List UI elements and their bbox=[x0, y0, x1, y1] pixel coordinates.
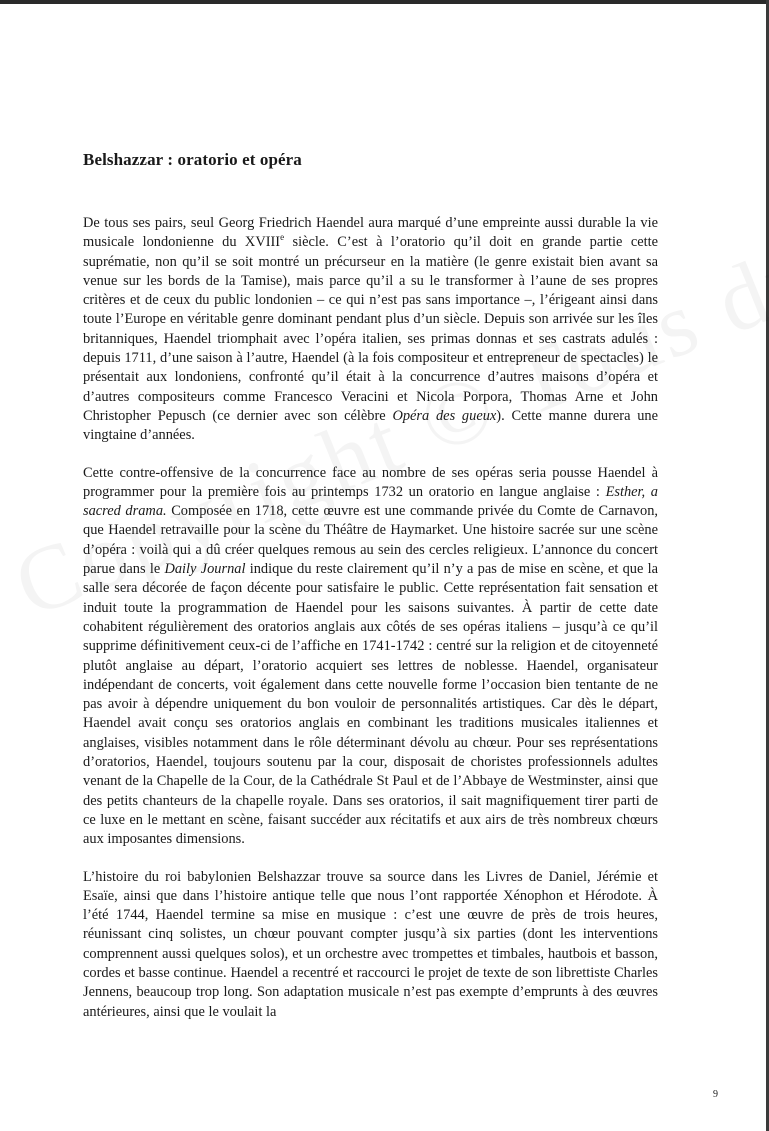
page-content bbox=[83, 150, 658, 1040]
section-title: Belshazzar : oratorio et opéra bbox=[83, 150, 302, 169]
p2-text-3: indique du reste clairement qu’il n’y a pas de mise en scène, et que la salle sera décorée de façon décente pour satisfaire le public. Cette représentation fait sensation et induit toute la programmation de Haendel pour les saisons suivantes. À partir de cette date cohabitent régulièrement des oratorios anglais aux côtés de ses opéras italiens – jusqu’à ce qu’il supprime définitivement ceux-ci de l’affiche en 1741-1742 : centré sur la religion et de citoyenneté plutôt anglaise au départ, l’oratorio acquiert ses lettres de noblesse. Haendel, organisateur indépendant de concerts, voit également dans cette nouvelle forme l’occasion bien tentante de ne pas avoir à dépendre uniquement du bon vouloir de personnalités artistiques. Car dès le départ, Haendel avait conçu ses oratorios anglais en combinant les traditions musicales italiennes et anglaises, visibles notamment dans le rôle déterminant dévolu au chœur. Pour ses représentations d’oratorios, Haendel, toujours soutenu par la cour, disposait de choristes professionnels adultes venant de la Chapelle de la Cour, de la Cathédrale St Paul et de l’Abbaye de Westminster, ainsi que des petits chanteurs de la chapelle royale. Dans ses oratorios, il sait magnifiquement tirer parti de ce luxe en le mettant en scène, faisant succéder aux récitatifs et aux airs de très nombreux chœurs aux imposantes dimensions. bbox=[83, 561, 659, 848]
p2-italic-journal: Daily Journal bbox=[164, 561, 246, 578]
paragraph-1 bbox=[83, 214, 658, 446]
p1-text-1: De tous ses pairs, seul Georg Friedrich Haendel aura marqué d’une empreinte aussi durable la vie musicale londonienne du XVIII bbox=[83, 215, 658, 251]
p2-italic-title: Esther, a sacred drama. bbox=[83, 483, 658, 520]
scan-top-edge bbox=[0, 0, 769, 4]
p1-text-2: siècle. C’est à l’oratorio qu’il doit en grande partie cette suprématie, non qu’il se soit montré un précurseur en la matière (le genre existait bien avant sa venue sur les bords de la Tamise), mais parce qu’il a su le transformer à l’aune de ses propres critères et de ceux du public londonien – ce qui n’est pas sans importance –, l’érigeant ainsi dans toute l’Europe en véritable genre dominant pendant plus d’un siècle. Depuis son arrivée sur les îles britanniques, Haendel triomphait avec l’opéra italien, ses primas donnas et ses castrats adulés : depuis 1711, d’une saison à l’autre, Haendel (à la fois compositeur et entrepreneur de spectacles) le présentait aux londoniens, confronté qu’il était à la concurrence d’autres maisons d’opéra et d’autres compositeurs comme Francesco Veracini et Nicola Porpora, Thomas Arne et John Christopher Pepusch (ce dernier avec son célèbre bbox=[83, 234, 658, 424]
p2-text-2: Composée en 1718, cette œuvre est une commande privée du Comte de Carnavon, que Haendel retravaille pour la scène du Théâtre de Haymarket. Une histoire sacrée sur une scène d’opéra : voilà qui a dû créer quelques remous au sein des cercles religieux. L’annonce du concert parue dans le bbox=[83, 503, 658, 578]
paragraph-3 bbox=[83, 868, 658, 1022]
page-number: 9 bbox=[713, 1089, 718, 1100]
paragraph-2 bbox=[83, 464, 658, 850]
p3-text-1: L’histoire du roi babylonien Belshazzar trouve sa source dans les Livres de Daniel, Jérémie et Esaïe, ainsi que dans l’histoire antique telle que nous l’ont rapportée Xénophon et Hérodote. À l’été 1744, Haendel termine sa mise en musique : c’est une œuvre de près de trois heures, réunissant cinq solistes, un chœur pouvant compter jusqu’à six parties (dont les interventions comprennent aussi quelques solos), et un orchestre avec trompettes et timbales, hautbois et basson, cordes et basse continue. Haendel a recentré et raccourci le projet de texte de son librettiste Charles Jennens, beaucoup trop long. Son adaptation musicale n’est pas exempte d’emprunts à des œuvres antérieures, ainsi que le voulait la bbox=[83, 868, 658, 1020]
p1-superscript: e bbox=[280, 232, 285, 243]
p1-italic-title: Opéra des gueux bbox=[392, 407, 497, 424]
p1-text-3: ). Cette manne durera une vingtaine d’années. bbox=[83, 407, 658, 444]
p2-text-1: Cette contre-offensive de la concurrence face au nombre de ses opéras seria pousse Haendel à programmer pour la première fois au printemps 1732 un oratorio en langue anglaise : bbox=[83, 464, 658, 500]
